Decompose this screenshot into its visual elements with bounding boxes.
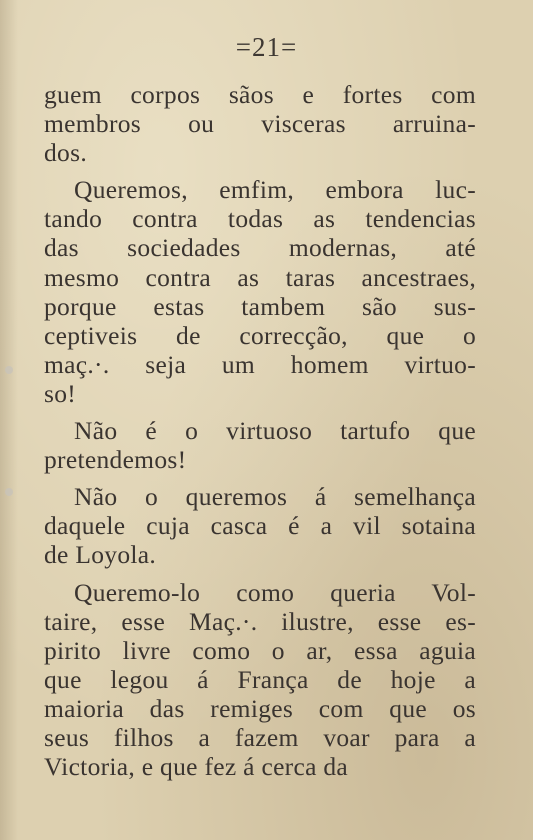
page-number: =21= bbox=[235, 32, 298, 62]
text-line: que legou á França de hoje a bbox=[44, 664, 476, 694]
text-line: daquele cuja casca é a vil sotaina bbox=[44, 511, 476, 541]
text-line: porque estas tambem são sus- bbox=[44, 291, 476, 321]
text-line: taire, esse Maç.·. ilustre, esse es- bbox=[44, 606, 476, 636]
paragraph bbox=[44, 578, 476, 782]
binding-hole-mark bbox=[5, 488, 13, 496]
binding-hole-mark bbox=[5, 366, 13, 374]
text-line: tando contra todas as tendencias bbox=[44, 204, 476, 234]
paragraph bbox=[44, 80, 476, 167]
text-line: Victoria, e que fez á cerca da bbox=[44, 752, 349, 782]
text-line: Queremo-lo como queria Vol- bbox=[74, 577, 476, 607]
text-line: maioria das remiges com que os bbox=[44, 693, 476, 723]
text-line: maç.·. seja um homem virtuo- bbox=[44, 349, 476, 379]
text-line: pretendemos! bbox=[44, 445, 187, 475]
text-line: Não é o virtuoso tartufo que bbox=[74, 416, 476, 446]
text-line: mesmo contra as taras ancestraes, bbox=[44, 262, 476, 292]
page-fold-shadow bbox=[0, 0, 18, 840]
paragraph bbox=[44, 175, 476, 408]
text-line: dos. bbox=[44, 138, 87, 168]
paragraph bbox=[44, 482, 476, 569]
paragraph bbox=[44, 416, 476, 474]
text-line: Queremos, emfim, embora luc- bbox=[74, 175, 476, 205]
text-line: de Loyola. bbox=[44, 540, 157, 570]
text-line: Não o queremos á semelhança bbox=[74, 482, 476, 512]
text-line: so! bbox=[44, 378, 77, 408]
text-line: guem corpos sãos e fortes com bbox=[44, 80, 476, 109]
text-line: membros ou visceras arruina- bbox=[44, 109, 476, 139]
text-line: seus filhos a fazem voar para a bbox=[44, 722, 476, 752]
text-line: ceptiveis de correcção, que o bbox=[44, 320, 476, 350]
body-text bbox=[44, 80, 476, 789]
text-line: das sociedades modernas, até bbox=[44, 233, 476, 263]
text-line: pirito livre como o ar, essa aguia bbox=[44, 635, 476, 665]
